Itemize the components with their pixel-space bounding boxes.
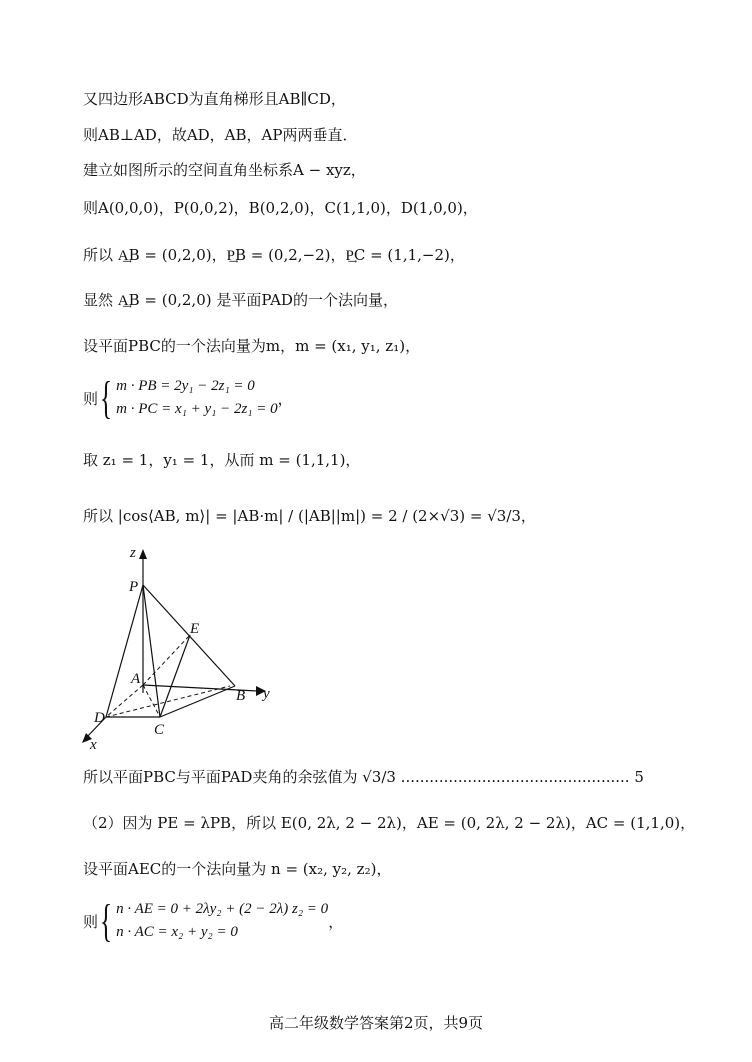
left-brace: { [100,895,113,946]
text-line-6: 显然 A͢B = (0,2,0) 是平面PAD的一个法向量， [83,291,398,309]
edge-PB [143,585,235,686]
text-line-9: 取 z₁ = 1，y₁ = 1，从而 m = (1,1,1)， [83,451,361,469]
pyramid-figure [80,545,280,750]
equation-system-1 [83,372,293,423]
text-line-3: 建立如图所示的空间直角坐标系A − xyz， [83,161,366,179]
label-A: A [131,671,141,687]
edge-CB [160,686,235,717]
label-x: x [90,737,97,750]
system-2-prefix: 则 [83,912,99,931]
label-z: z [130,545,136,561]
system-1-prefix: 则 [83,389,99,408]
text-line-4: 则A(0,0,0)，P(0,0,2)，B(0,2,0)，C(1,1,0)，D(1,0,0)， [83,199,478,217]
label-B: B [236,688,246,704]
system-1-row-2: m · PC = x₁ + y₁ − 2z₁ = 0 [116,401,278,417]
system-2-row-1: n · AE = 0 + 2λy₂ + (2 − 2λ) z₂ = 0 [116,901,329,917]
text-line-12: （2）因为 PE = λPB，所以 E(0, 2λ, 2 − 2λ)，AE = (0, 2λ, 2 − 2λ)，AC = (1,1,0)， [83,814,696,832]
label-P: P [129,579,139,595]
text-line-5: 所以 A͢B = (0,2,0)，P͢B = (0,2,−2)，P͢C = (1,1,−2)， [83,246,465,264]
system-2-row-2: n · AC = x₂ + y₂ = 0 [116,924,238,940]
text-line-11: 所以平面PBC与平面PAD夹角的余弦值为 √3/3 ................................................ 5 [83,768,644,786]
label-D: D [94,710,105,726]
edge-CE [160,635,190,717]
text-line-7: 设平面PBC的一个法向量为m，m = (x₁, y₁, z₁)， [83,337,421,355]
edge-PD [106,585,143,717]
label-y: y [263,686,270,702]
text-line-2: 则AB⊥AD，故AD，AB，AP两两垂直． [83,126,358,144]
system-1-row-1: m · PB = 2y₁ − 2z₁ = 0 [116,378,255,394]
label-E: E [190,621,200,637]
text-line-10: 所以 |cos⟨AB, m⟩| = |AB·m| / (|AB||m|) = 2 / (2×√3) = √3/3， [83,507,536,525]
z-axis-arrow [139,549,147,559]
edge-PC [143,585,160,717]
text-line-13: 设平面AEC的一个法向量为 n = (x₂, y₂, z₂)， [83,860,392,878]
system-2-suffix: ， [328,912,344,931]
edge-AD [106,685,143,717]
text-line-1: 又四边形ABCD为直角梯形且AB∥CD， [83,90,346,108]
equation-system-2 [83,895,344,946]
left-brace: { [100,372,113,423]
label-C: C [154,722,165,738]
page-footer: 高二年级数学答案第2页，共9页 [268,1014,484,1032]
system-1-suffix: ， [277,389,293,408]
